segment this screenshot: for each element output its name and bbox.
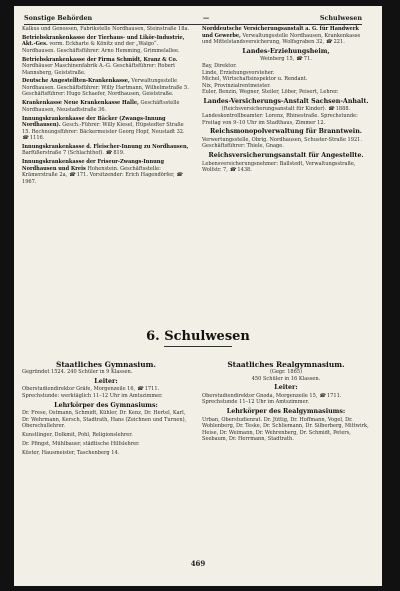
- gymnasium-religion: Kunstlinger, Dolkmit, Pohl, Religionslehrer.: [22, 432, 133, 439]
- header-dash: —: [202, 14, 210, 22]
- gymnasium-lehrer-title: Lehrkörper des Gymnasiums:: [54, 401, 158, 409]
- phone-icon: ☎: [319, 392, 326, 399]
- phone-icon: ☎: [295, 56, 303, 63]
- document-page: [14, 6, 382, 586]
- landes-line: Nix, Provinzialrentmeister.: [202, 82, 271, 89]
- page-number: 469: [190, 559, 206, 568]
- entry-deutsche-angestellten: Deutsche Angestellten-Krankenkasse, Verwaltungsstelle Nordhausen. Geschäftsführer: Willy Hartmann, Wilhelmstraße 5. Geschäftsführer: Hugo Schaefer, Nordhausen, Geiststraße.: [22, 78, 189, 98]
- gymnasium-hausmeister: Küster, Hausmeister, Taschenberg 14.: [22, 449, 120, 456]
- landes-line: Michel, Wirtschaftsinspektor u. Rendant.: [202, 76, 308, 83]
- right-column: [202, 26, 370, 176]
- realgymnasium-leiter-title: Leiter:: [274, 384, 298, 392]
- gymnasium-founded: Gegründet 1524. 240 Schüler in 9 Klassen.: [22, 369, 133, 375]
- section-title: 6. Schulwesen: [146, 329, 250, 344]
- gymnasium-leiter: Oberstudiendirektor Gräfe, Morgenzeile 16, ☎ 1711. Sprechstunde: werktäglich 11–12 Uhr im Amtszimmer.: [22, 386, 163, 399]
- entry-innung-baecker: Innungskrankenkasse der Bäcker (Zwangs-Innung Nordhausen). Gesch.-Führer: Willy Kiesel, Hüpstedter Straße 15. Rechnungsführer: Bäckermeister Georg Hopf, Neustadt 32. ☎ 1116.: [22, 115, 185, 142]
- reichsmonopol-text: Verwertungsstelle, Obrig. Nordhausen, Schuster-Straße 1921. Geschäftsführer: Thiele, Gnage.: [202, 136, 362, 150]
- realgymnasium-founded: (Gegr. 1865): [269, 369, 303, 375]
- entry-innung-friseur: Innungskrankenkasse der Friseur-Zwangs-Innung Nordhausen und Kreis Hohenstein. Geschäftsstelle: Krämerstraße 2a, ☎ 171. Vorsitzender: Erich Hagendörfer, ☎ 1967.: [22, 159, 183, 185]
- landes-line: Euler, Benzin, Wegner, Steiler, Löber, Peisert, Lehrer.: [202, 89, 339, 96]
- phone-icon: ☎: [327, 106, 335, 113]
- gymnasium-title: Staatliches Gymnasium.: [56, 360, 156, 369]
- landes-erziehungsheim-title: Landes-Erziehungsheim,: [242, 47, 330, 55]
- entry-norddeutsche-versicherung: Norddeutsche Versicherungsanstalt a. G. für Handwerk und Gewerbe, Verwaltungsstelle Nordhausen, Krankenkasse und Mittelstandsversicherung, Wolfsgraben 32, ☎ 221.: [202, 26, 361, 46]
- left-column: [22, 26, 190, 188]
- realgymnasium-title: Staatliches Realgymnasium.: [227, 360, 345, 369]
- lva-title: Landes-Versicherungs-Anstalt Sachsen-Anhalt.: [203, 97, 369, 105]
- reichsversicherung-text: Lebensversicherungsnehmer: Ballstedt, Verwaltungsstraße, Wolfstr. 7, ☎ 1438.: [202, 160, 356, 174]
- entry-betriebskrankenkasse-tierhaus: Betriebskrankenkasse der Tierhaus- und Likör-Industrie, Akt.-Ges. vorm. Eckharte & Könitz und der „Walgo“. Nordhausen. Geschäftsführer: Arno Hemming, Grimmelallee.: [22, 34, 185, 54]
- realgymnasium-lehrer-title: Lehrkörper des Realgymnasiums:: [226, 408, 346, 416]
- landes-line: Bay, Direktor.: [202, 62, 237, 69]
- entry-krankenkasse-halle: Krankenkasse Neue Krankenkasse Halle, Geschäftsstelle Nordhausen, Neustadtstraße 36.: [22, 100, 180, 113]
- entry-innung-fleischer: Innungskrankenkasse d. Fleischer-Innung zu Nordhausen, Barfüßerstraße 7 (Schlachthof). ☎ 819.: [22, 143, 189, 157]
- landes-address: Weinberg 15, ☎ 71.: [260, 56, 312, 63]
- phone-icon: ☎: [105, 150, 112, 157]
- gymnasium-column: [22, 358, 190, 458]
- section-rule: [164, 346, 232, 347]
- lva-text: Landeskontrollbeamter: Lorenz, Rhinestraße. Sprechstunde: Freitag von 9–10 Uhr im Stadthaus, Zimmer 12.: [202, 113, 358, 126]
- landes-line: Linde, Erziehungsvorsteher.: [202, 69, 275, 76]
- entry-kalkus: Kalkus und Genossen, Fabrikstelle Nordhausen, Steinstraße 18a.: [22, 26, 190, 32]
- entry-betriebskrankenkasse-schmidt: Betriebskrankenkasse der Firma Schmidt, Kranz & Co. Nordhäuser Maschinenfabrik A.-G. Geschäftsführer: Robert Mannsberg, Geiststraße.: [22, 56, 178, 76]
- phone-icon: ☎: [68, 172, 76, 179]
- realgymnasium-pupils: 450 Schüler in 16 Klassen.: [251, 375, 321, 382]
- realgymnasium-column: [202, 358, 370, 445]
- realgymnasium-leiter: Oberstudiendirektor Gnoda, Morgenzeile 15, ☎ 1711. Sprechstunde 11–12 Uhr im Amtszimmer.: [202, 392, 342, 406]
- phone-icon: ☎: [136, 386, 144, 393]
- phone-icon: ☎: [325, 39, 332, 46]
- header-left: Sonstige Behörden: [24, 14, 93, 22]
- reichsversicherung-title: Reichsversicherungsanstalt für Angestellte.: [208, 152, 364, 160]
- reichsmonopol-title: Reichsmonopolverwaltung für Branntwein.: [210, 128, 362, 136]
- gymnasium-leiter-title: Leiter:: [94, 377, 118, 385]
- lva-sub: (Reichsversicherungsanstalt für Kinder). ☎ 1888.: [221, 106, 351, 113]
- gymnasium-hilfslehrer: Dr. Pfingst, Mühlbauer, städtische Hilfslehrer.: [22, 440, 140, 447]
- realgymnasium-lehrer: Urban, Oberstudienrat. Dr. Jüttig, Dr. Hoffmann, Vogel, Dr. Wohlenberg, Dr. Teske, Dr. Schliemann, Dr. Silberberg, Mittwirk, Heise, Dr. Weimann, Dr. Wehrenberg, Dr. Schmidt, Peters, Seebaum, Dr. Herrmann, Stadtrath.: [202, 416, 369, 443]
- header-right: Schulwesen: [319, 14, 362, 22]
- running-header: [24, 14, 362, 25]
- phone-icon: ☎: [229, 167, 236, 174]
- phone-icon: ☎: [22, 135, 29, 142]
- gymnasium-lehrer: Dr. Frese, Ostmann, Schmidt, Kühler, Dr. Kenz, Dr. Hertel, Karl, Dr. Wehrmann, Kersch, Stadtrath, Hans (Zeichnen und Turnen), Oberschullehrer.: [22, 410, 187, 430]
- phone-icon: ☎: [176, 172, 183, 179]
